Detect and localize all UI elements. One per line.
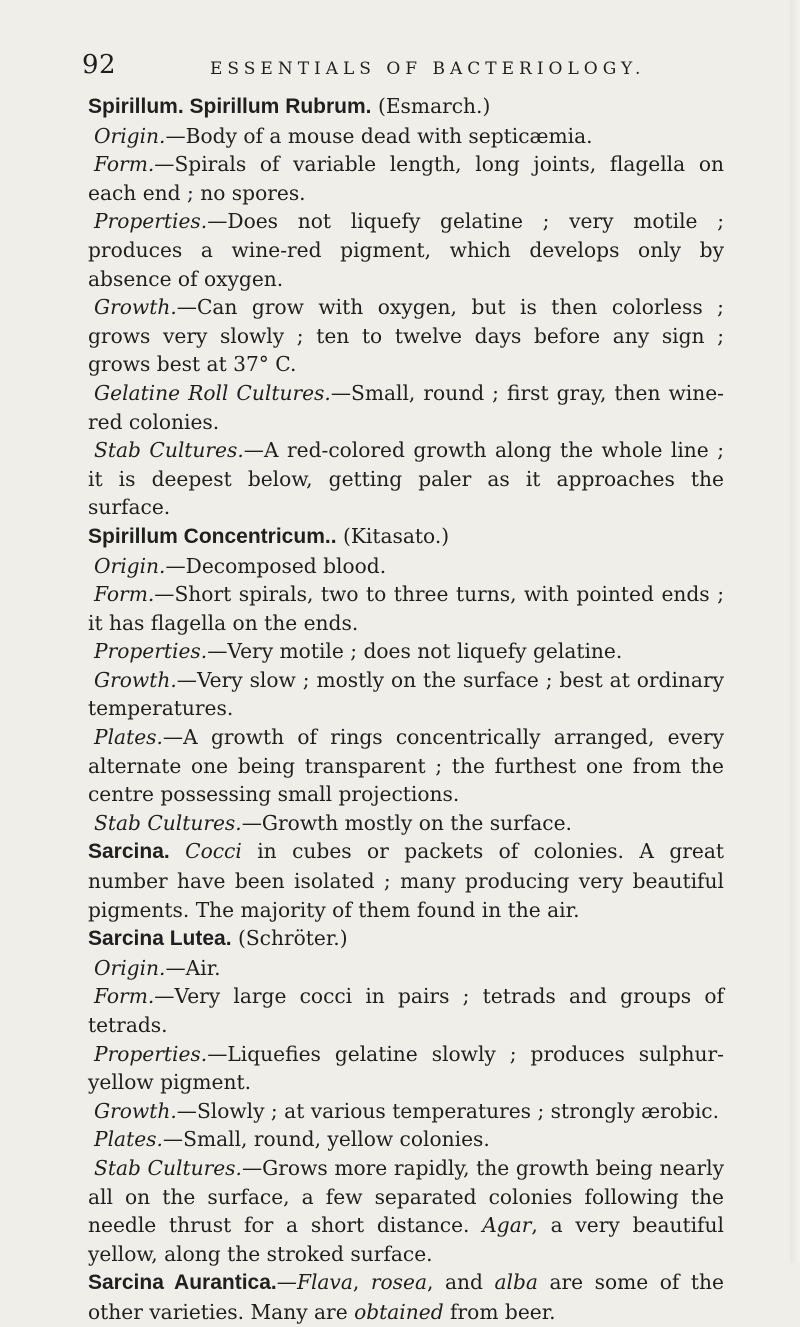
entry-properties: Properties.—Does not liquefy gelatine ; very motile ; produces a wine-red pigment, which develops only by absence of oxygen. xyxy=(88,209,724,291)
entry-plates: Plates.—Small, round, yellow colonies. xyxy=(94,1127,490,1152)
entry-stab-cultures: Stab Cultures.—A red-colored growth along the whole line ; it is deepest below, getting paler as it approaches the surface. xyxy=(88,438,724,520)
entry-gelatine-roll-cultures: Gelatine Roll Cultures.—Small, round ; first gray, then wine-red colonies. xyxy=(88,380,725,434)
running-title: ESSENTIALS OF BACTERIOLOGY. xyxy=(210,59,646,79)
entry-origin: Origin.—Decomposed blood. xyxy=(94,553,387,578)
entry-origin: Origin.—Air. xyxy=(94,955,221,980)
entry-properties: Properties.—Liquefies gelatine slowly ; produces sulphur-yellow pigment. xyxy=(88,1041,724,1095)
entry-stab-cultures: Stab Cultures.—Growth mostly on the surface. xyxy=(94,810,572,835)
section-heading-spirillum-concentricum: Spirillum Concentricum.. (Kitasato.) xyxy=(88,523,450,548)
section-sarcina: Sarcina. Cocci in cubes or packets of colonies. A great number have been isolated ; many producing very beautiful pigments. The majority of them found in the air. xyxy=(88,839,724,922)
entry-growth: Growth.—Slowly ; at various temperatures ; strongly ærobic. xyxy=(94,1098,720,1123)
section-sarcina-aurantica: Sarcina Aurantica.—Flava, rosea, and alba are some of the other varieties. Many are obtained from beer. xyxy=(88,1270,724,1324)
entry-properties: Properties.—Very motile ; does not liquefy gelatine. xyxy=(94,639,623,664)
entry-origin: Origin.—Body of a mouse dead with septicæmia. xyxy=(94,123,593,148)
page-body xyxy=(88,92,724,1327)
section-heading-spirillum-rubrum: Spirillum. Spirillum Rubrum. (Esmarch.) xyxy=(88,94,491,118)
page-header xyxy=(82,50,722,84)
entry-growth: Growth.—Very slow ; mostly on the surface ; best at ordinary temperatures. xyxy=(88,667,724,721)
entry-form: Form.—Short spirals, two to three turns, with pointed ends ; it has flagella on the ends. xyxy=(88,582,724,635)
page-number: 92 xyxy=(82,50,117,80)
entry-form: Form.—Spirals of variable length, long joints, flagella on each end ; no spores. xyxy=(88,152,724,205)
entry-growth: Growth.—Can grow with oxygen, but is then colorless ; grows very slowly ; ten to twelve days before any sign ; grows best at 37° C. xyxy=(88,295,724,377)
entry-plates: Plates.—A growth of rings concentrically arranged, every alternate one being transparent ; the furthest one from the centre possessing small projections. xyxy=(88,725,724,807)
page-edge xyxy=(790,0,800,1263)
section-heading-sarcina-lutea: Sarcina Lutea. (Schröter.) xyxy=(88,926,348,951)
entry-stab-cultures: Stab Cultures.—Grows more rapidly, the growth being nearly all on the surface, a few separated colonies following the needle thrust for a short distance. Agar, a very beautiful yellow, along the stroked surface. xyxy=(88,1155,724,1266)
entry-form: Form.—Very large cocci in pairs ; tetrads and groups of tetrads. xyxy=(88,984,724,1037)
